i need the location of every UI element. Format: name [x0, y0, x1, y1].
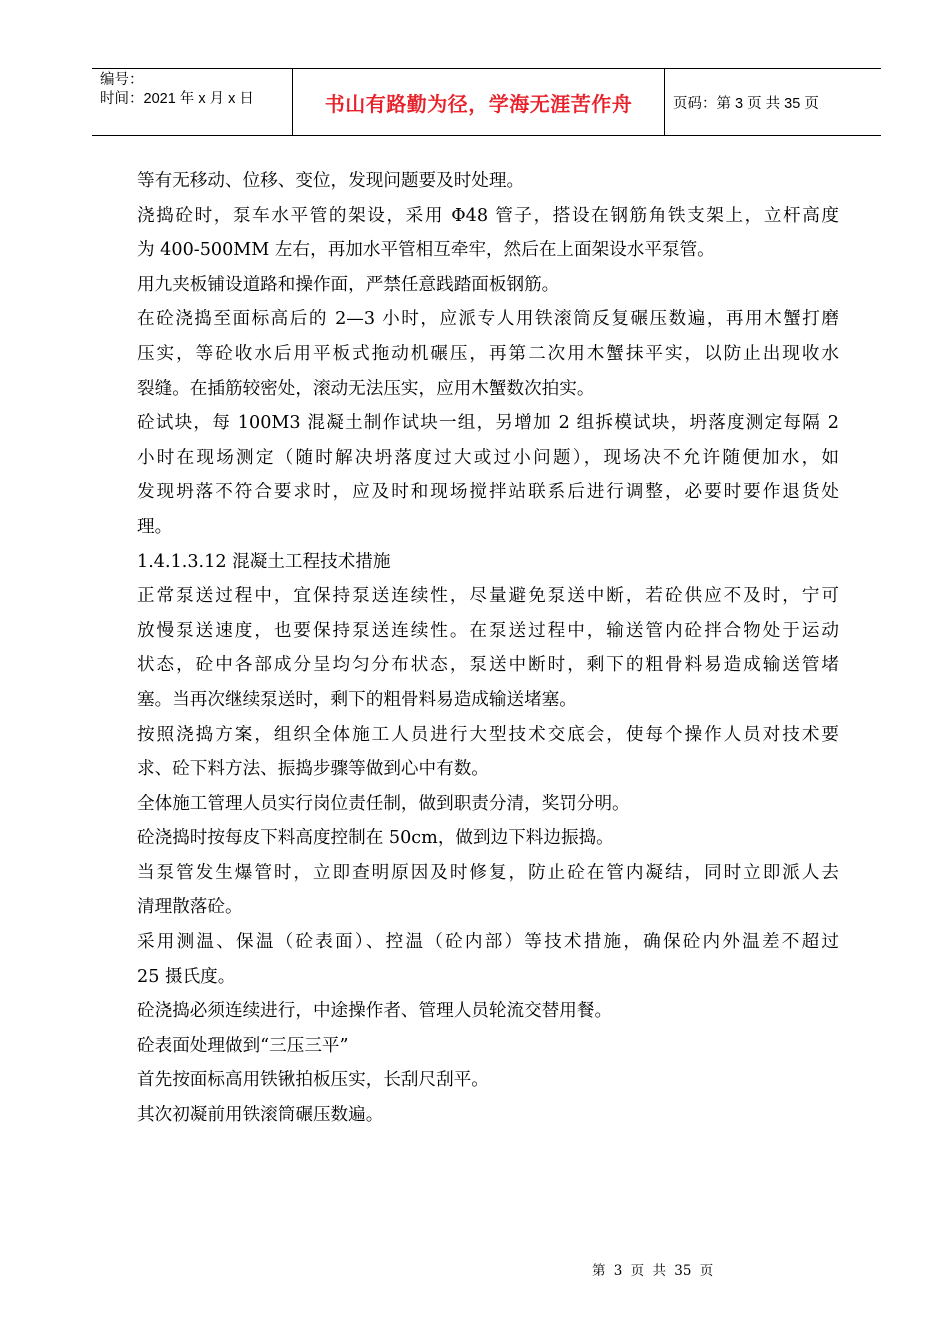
body-line: 用九夹板铺设道路和操作面，严禁任意践踏面板钢筋。 — [137, 274, 560, 295]
page-header — [92, 68, 881, 136]
document-body — [137, 164, 839, 1133]
body-line: 砼试块，每 100M3 混凝土制作试块一组，另增加 2 组拆模试块，坍落度测定每隔 2 — [137, 413, 839, 434]
body-line: 砼表面处理做到“三压三平” — [137, 1035, 349, 1056]
document-time: 时间：2021 年 x 月 x 日 — [100, 91, 254, 107]
document-number: 编号： — [100, 72, 144, 88]
body-line: 正常泵送过程中，宜保持泵送连续性，尽量避免泵送中断，若砼供应不及时，宁可 — [137, 586, 839, 607]
body-line: 砼浇捣必须连续进行，中途操作者、管理人员轮流交替用餐。 — [137, 1001, 613, 1022]
footer-page-number: 第 3 页 共 35 页 — [592, 1263, 714, 1279]
body-line: 压实，等砼收水后用平板式拖动机碾压，再第二次用木蟹抹平实，以防止出现收水 — [137, 343, 839, 364]
body-line: 放慢泵送速度，也要保持泵送连续性。在泵送过程中，输送管内砼拌合物处于运动 — [137, 620, 839, 641]
body-line: 理。 — [137, 516, 173, 537]
body-line: 浇捣砼时，泵车水平管的架设，采用 Φ48 管子，搭设在钢筋角铁支架上，立杆高度 — [137, 205, 839, 226]
header-page-number: 页码：第 3 页 共 35 页 — [673, 95, 819, 112]
body-line: 清理散落砼。 — [137, 897, 243, 918]
header-meta — [92, 69, 293, 135]
body-line: 全体施工管理人员实行岗位责任制，做到职责分清，奖罚分明。 — [137, 793, 630, 814]
body-line: 25 摄氏度。 — [137, 966, 236, 987]
body-line: 当泵管发生爆管时，立即查明原因及时修复，防止砼在管内凝结，同时立即派人去 — [137, 862, 839, 883]
body-line: 按照浇捣方案，组织全体施工人员进行大型技术交底会，使每个操作人员对技术要 — [137, 724, 839, 745]
body-line: 采用测温、保温（砼表面）、控温（砼内部）等技术措施，确保砼内外温差不超过 — [137, 932, 839, 953]
body-line: 首先按面标高用铁锹拍板压实，长刮尺刮平。 — [137, 1070, 489, 1091]
section-heading: 1.4.1.3.12 混凝土工程技术措施 — [137, 551, 391, 572]
body-line: 小时在现场测定（随时解决坍落度过大或过小问题），现场决不允许随便加水，如 — [137, 447, 839, 468]
body-line: 裂缝。在插筋较密处，滚动无法压实，应用木蟹数次拍实。 — [137, 378, 595, 399]
body-line: 其次初凝前用铁滚筒碾压数遍。 — [137, 1105, 384, 1126]
body-line: 等有无移动、位移、变位，发现问题要及时处理。 — [137, 171, 525, 191]
body-line: 求、砼下料方法、振捣步骤等做到心中有数。 — [137, 759, 489, 780]
body-line: 状态，砼中各部成分呈均匀分布状态，泵送中断时，剩下的粗骨料易造成输送管堵 — [137, 655, 839, 676]
body-line: 发现坍落不符合要求时，应及时和现场搅拌站联系后进行调整，必要时要作退货处 — [137, 482, 839, 503]
header-motto: 书山有路勤为径，学海无涯苦作舟 — [293, 69, 665, 135]
body-line: 为 400-500MM 左右，再加水平管相互牵牢，然后在上面架设水平泵管。 — [137, 240, 715, 261]
body-line: 在砼浇捣至面标高后的 2—3 小时，应派专人用铁滚筒反复碾压数遍，再用木蟹打磨 — [137, 309, 839, 330]
body-line: 砼浇捣时按每皮下料高度控制在 50cm，做到边下料边振捣。 — [137, 828, 614, 849]
body-line: 塞。当再次继续泵送时，剩下的粗骨料易造成输送堵塞。 — [137, 689, 577, 710]
